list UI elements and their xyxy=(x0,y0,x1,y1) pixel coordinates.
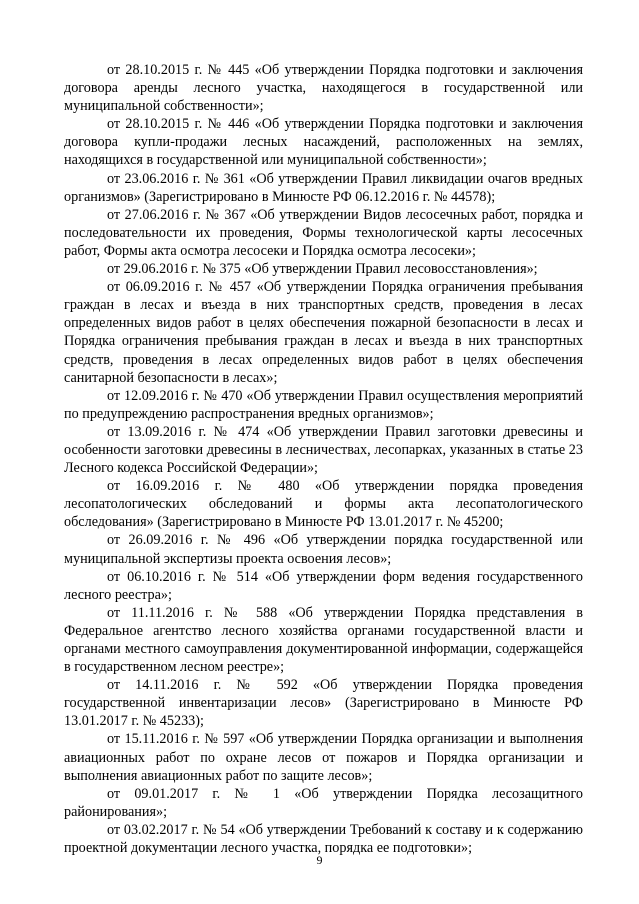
document-body xyxy=(64,61,583,857)
paragraph: от 13.09.2016 г. № 474 «Об утверждении Правил заготовки древесины и особенности заготовки древесины в лесничествах, лесопарках, указанных в статье 23 Лесного кодекса Российской Федерации»; xyxy=(64,423,583,477)
page-number: 9 xyxy=(316,853,323,867)
paragraph: от 28.10.2015 г. № 445 «Об утверждении Порядка подготовки и заключения договора аренды лесного участка, находящегося в государственной или муниципальной собственности»; xyxy=(64,62,583,115)
paragraph: от 03.02.2017 г. № 54 «Об утверждении Требований к составу и к содержанию проектной документации лесного участка, порядка ее подготовки»; xyxy=(64,821,583,857)
paragraph: от 12.09.2016 г. № 470 «Об утверждении Правил осуществления мероприятий по предупреждению распространения вредных организмов»; xyxy=(64,387,583,422)
paragraph: от 26.09.2016 г. № 496 «Об утверждении порядка государственной или муниципальной экспертизы проекта освоения лесов»; xyxy=(64,532,583,567)
paragraph: от 11.11.2016 г. № 588 «Об утверждении Порядка представления в Федеральное агентство лесного хозяйства органами государственной власти и органами местного самоуправления документированной информации, содержащейся в государственном лесном реестре»; xyxy=(64,604,583,676)
paragraph: от 29.06.2016 г. № 375 «Об утверждении Правил лесовосстановления»; xyxy=(107,261,538,278)
paragraph: от 27.06.2016 г. № 367 «Об утверждении Видов лесосечных работ, порядка и последовательности их проведения, Формы технологической карты лесосечных работ, Формы акта осмотра лесосеки и Порядка осмотра лесосеки»; xyxy=(64,206,583,259)
paragraph: от 06.10.2016 г. № 514 «Об утверждении форм ведения государственного лесного реестра»; xyxy=(64,568,583,603)
paragraph: от 23.06.2016 г. № 361 «Об утверждении Правил ликвидации очагов вредных организмов» (Зарегистрировано в Минюсте РФ 06.12.2016 г. № 44578); xyxy=(64,170,583,205)
paragraph: от 14.11.2016 г. № 592 «Об утверждении Порядка проведения государственной инвентаризации лесов» (Зарегистрировано в Минюсте РФ 13.01.2017 г. № 45233); xyxy=(64,677,583,730)
paragraph: от 15.11.2016 г. № 597 «Об утверждении Порядка организации и выполнения авиационных работ по охране лесов от пожаров и Порядка организации и выполнения авиационных работ по защите лесов»; xyxy=(64,731,583,784)
paragraph: от 09.01.2017 г. № 1 «Об утверждении Порядка лесозащитного районирования»; xyxy=(64,785,583,820)
paragraph: от 16.09.2016 г. № 480 «Об утверждении порядка проведения лесопатологических обследований и формы акта лесопатологического обследования» (Зарегистрировано в Минюсте РФ 13.01.2017 г. № 45200; xyxy=(64,478,583,531)
paragraph: от 28.10.2015 г. № 446 «Об утверждении Порядка подготовки и заключения договора купли-продажи лесных насаждений, расположенных на землях, находящихся в государственной или муниципальной собственности»; xyxy=(64,116,583,169)
paragraph: от 06.09.2016 г. № 457 «Об утверждении Порядка ограничения пребывания граждан в лесах и въезда в них транспортных средств, проведения в лесах определенных видов работ в целях обеспечения пожарной безопасности в лесах и Порядка ограничения пребывания граждан в лесах и въезда в них транспортных средств, проведения в лесах определенных видов работ в целях обеспечения санитарной безопасности в лесах»; xyxy=(64,279,583,386)
